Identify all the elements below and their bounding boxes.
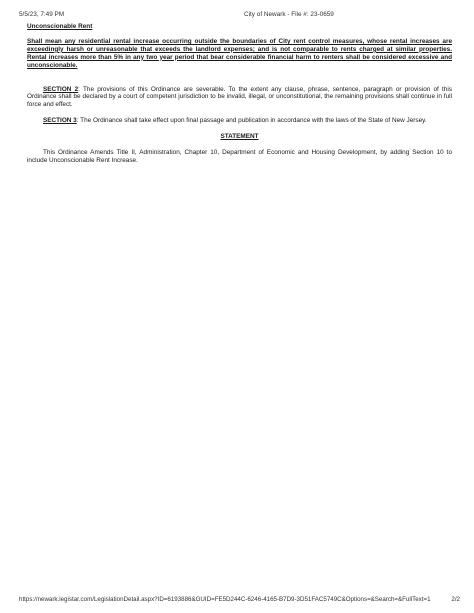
statement-text: This Ordinance Amends Title II, Administration, Chapter 10, Department of Economic and Housing Development, by adding Section 10 to include Unconscionable Rent Increase.	[27, 149, 452, 164]
section-3-paragraph	[27, 117, 452, 125]
statement-heading: STATEMENT	[220, 133, 259, 141]
section-2-label: SECTION 2	[43, 85, 79, 93]
document-body	[27, 23, 452, 165]
section-2-text: : The provisions of this Ordinance are severable. To the extent any clause, phrase, sentence, paragraph or provision of this Ordinance shall be declared by a court of competent jurisdiction to be invalid, illegal, or unconstitutional, the remaining provisions shall continue in full force and effect.	[27, 85, 452, 109]
section-3-text: : The Ordinance shall take effect upon final passage and publication in accordance with the laws of the State of New Jersey.	[76, 117, 427, 125]
print-doc-title: City of Newark - File #: 23-0659	[244, 11, 334, 18]
section-3-label: SECTION 3	[43, 117, 77, 125]
source-url: https://newark.legistar.com/LegislationDetail.aspx?ID=6193886&GUID=FE5D244C-6246-4165-B7D9-3D51FAC5749C&Options=&Search=&FullText=1	[19, 596, 431, 603]
page-number: 2/2	[451, 596, 460, 603]
statement-paragraph	[27, 149, 452, 165]
section-title: Unconscionable Rent	[27, 23, 93, 30]
print-footer	[19, 595, 460, 605]
print-datetime: 5/5/23, 7:49 PM	[19, 11, 65, 18]
section-2-paragraph	[27, 86, 452, 110]
definition-paragraph: Shall mean any residential rental increase occurring outside the boundaries of City rent control measures, whose rental increases are exceedingly harsh or unreasonable that exceeds the landlord expenses; and is not comparable to rents charged at similar properties. Rental increases more than 5% in any two year period that bear considerable financial harm to renters shall be considered excessive and unconscionable.	[27, 37, 452, 69]
print-header	[19, 10, 456, 20]
